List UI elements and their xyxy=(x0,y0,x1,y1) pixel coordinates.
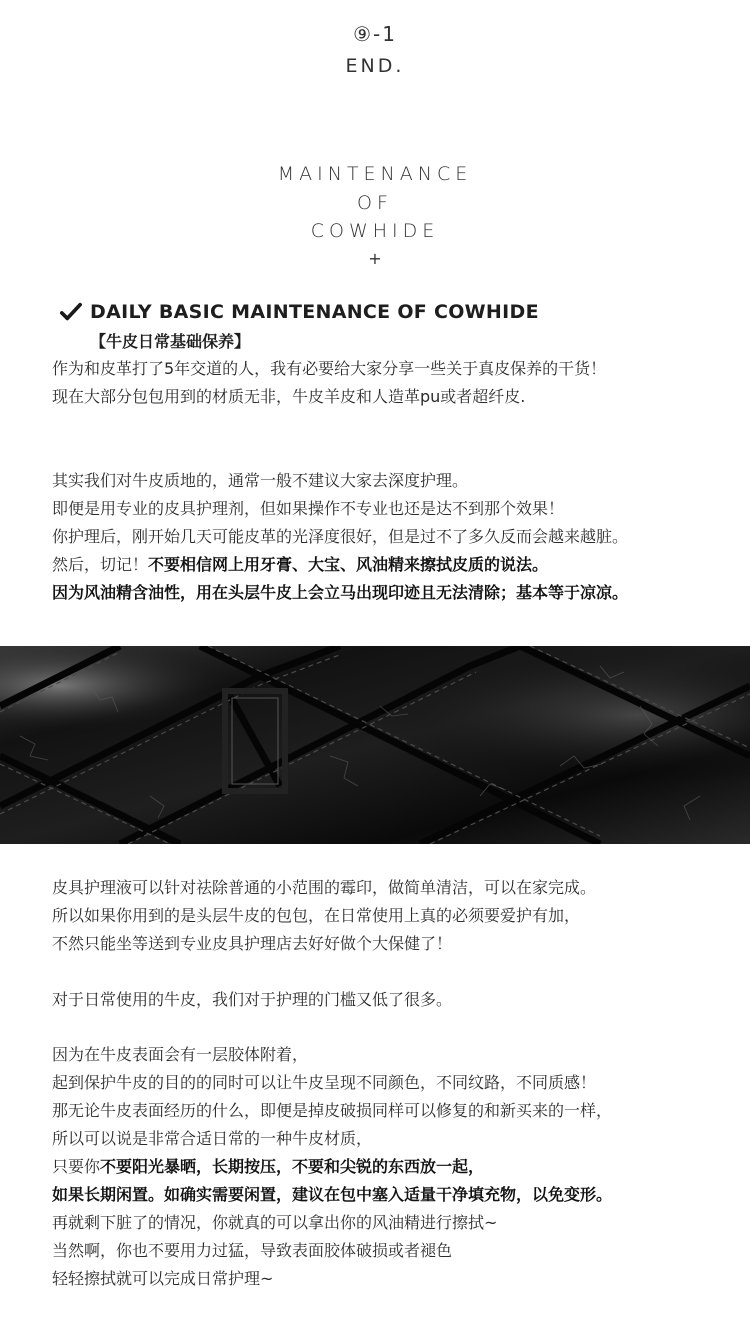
plus-sign: + xyxy=(368,249,382,268)
title-line-1: MAINTENANCE xyxy=(277,163,473,185)
caution-line: 如果长期闲置。如确实需要闲置，建议在包中塞入适量干净填充物，以免变形。 xyxy=(52,1185,613,1204)
section-heading-text: DAILY BASIC MAINTENANCE OF COWHIDE xyxy=(90,301,539,323)
intro-paragraph xyxy=(52,355,732,411)
daily-line: 那无论牛皮表面经历的什么，即便是掉皮破损同样可以修复的和新买来的一样， xyxy=(52,1101,613,1120)
daily-line: 因为在牛皮表面会有一层胶体附着， xyxy=(52,1045,309,1064)
advice-line: 你护理后，刚开始几天可能皮革的光泽度很好，但是过不了多久反而会越来越脏。 xyxy=(52,527,629,546)
daily-line xyxy=(52,1153,732,1181)
intro-line: 现在大部分包包用到的材质无非，牛皮羊皮和人造革pu或者超纤皮. xyxy=(52,387,526,406)
threshold-paragraph xyxy=(52,986,732,1014)
warning-text: 不要相信网上用牙膏、大宝、风油精来擦拭皮质的说法。 xyxy=(148,555,549,574)
daily-line: 轻轻擦拭就可以完成日常护理~ xyxy=(52,1269,274,1288)
daily-text: 只要你 xyxy=(52,1157,101,1176)
section-heading xyxy=(60,301,539,323)
section-heading-cn: 【牛皮日常基础保养】 xyxy=(90,332,251,351)
care-line: 不然只能坐等送到专业皮具护理店去好好做个大保健了！ xyxy=(52,934,453,953)
daily-line: 再就剩下脏了的情况，你就真的可以拿出你的风油精进行擦拭~ xyxy=(52,1213,498,1232)
leather-texture-image xyxy=(0,646,750,844)
daily-paragraph xyxy=(52,1041,732,1293)
intro-line: 作为和皮革打了5年交道的人，我有必要给大家分享一些关于真皮保养的干货！ xyxy=(52,359,607,378)
advice-text: 然后，切记！ xyxy=(52,555,149,574)
title-line-2: OF xyxy=(357,192,393,214)
end-label: END. xyxy=(345,55,405,77)
care-paragraph xyxy=(52,874,732,958)
advice-line: 即便是用专业的皮具护理剂，但如果操作不专业也还是达不到那个效果！ xyxy=(52,499,565,518)
advice-line: 其实我们对牛皮质地的，通常一般不建议大家去深度护理。 xyxy=(52,471,469,490)
title-line-3: COWHIDE xyxy=(310,220,440,242)
advice-paragraph xyxy=(52,467,732,607)
warning-line: 因为风油精含油性，用在头层牛皮上会立马出现印迹且无法清除；基本等于凉凉。 xyxy=(52,583,629,602)
section-number: ⑨-1 xyxy=(353,22,397,46)
caution-text: 不要阳光暴晒，长期按压，不要和尖锐的东西放一起， xyxy=(100,1157,485,1176)
checkmark-icon xyxy=(60,301,82,323)
daily-line: 当然啊，你也不要用力过猛，导致表面胶体破损或者褪色 xyxy=(52,1241,453,1260)
care-line: 皮具护理液可以针对祛除普通的小范围的霉印，做简单清洁，可以在家完成。 xyxy=(52,878,597,897)
black-leather-photo xyxy=(0,646,750,844)
advice-line xyxy=(52,551,732,579)
care-line: 所以如果你用到的是头层牛皮的包包，在日常使用上真的必须要爱护有加， xyxy=(52,906,581,925)
daily-line: 所以可以说是非常合适日常的一种牛皮材质， xyxy=(52,1129,373,1148)
daily-line: 起到保护牛皮的目的的同时可以让牛皮呈现不同颜色，不同纹路，不同质感！ xyxy=(52,1073,597,1092)
threshold-line: 对于日常使用的牛皮，我们对于护理的门槛又低了很多。 xyxy=(52,990,453,1009)
